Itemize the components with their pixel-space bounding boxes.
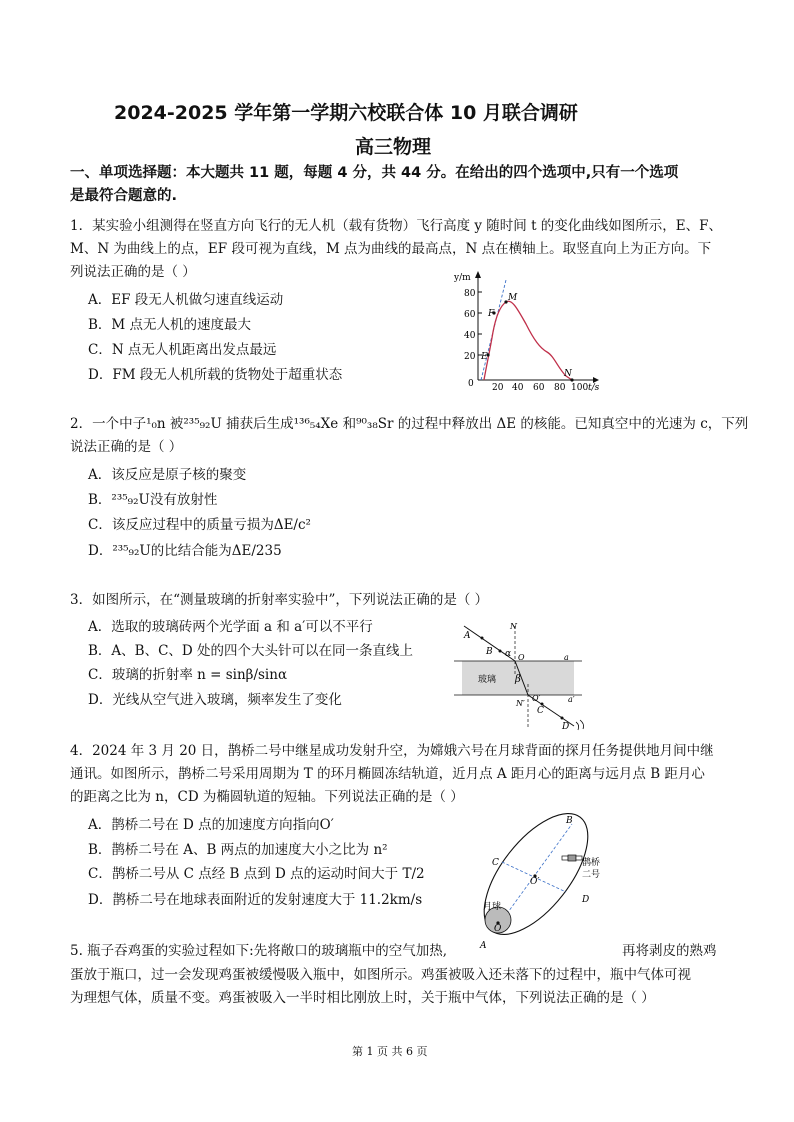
q1-point-n: N [564, 369, 572, 379]
q1-y-axis-label: y/m [454, 273, 471, 283]
q1-option-b: B．M 点无人机的速度最大 [88, 317, 252, 333]
section-heading [70, 162, 730, 208]
q2-stem [70, 413, 749, 459]
q4-label-b: B [566, 816, 573, 826]
q1-option-d: D．FM 段无人机所载的货物处于超重状态 [88, 367, 343, 383]
section-heading-line1: 一、单项选择题：本大题共 11 题，每题 4 分，共 44 分。在给出的四个选项中,只有一个选项 [70, 165, 679, 181]
q1-height-time-graph [448, 268, 603, 392]
q1-point-m: M [508, 293, 518, 303]
q4-option-a: A．鹊桥二号在 D 点的加速度方向指向O′ [88, 817, 334, 833]
q1-point-e: E [481, 352, 488, 362]
q4-stem-line1: 4．2024 年 3 月 20 日，鹊桥二号中继星成功发射升空，为嫦娥六号在月球背面的探月任务提供地月间中继 [70, 743, 714, 759]
q4-satellite-label-line1: 鹊桥 [582, 858, 601, 868]
q1-option-c: C．N 点无人机距离出发点最远 [88, 342, 277, 358]
q4-moon-label: 月球 [483, 902, 502, 912]
q4-label-o: O [494, 924, 502, 934]
q4-option-b: B．鹊桥二号在 A、B 两点的加速度大小之比为 n² [88, 842, 388, 858]
page-footer: 第 1 页 共 6 页 [352, 1045, 428, 1058]
q3-stem: 3．如图所示，在“测量玻璃的折射率实验中”，下列说法正确的是（ ） [70, 592, 489, 608]
q2-option-a: A．该反应是原子核的聚变 [88, 467, 247, 483]
q2-stem-line2: 说法正确的是（ ） [70, 439, 183, 455]
q3-label-alpha: α [505, 649, 512, 659]
q1-x-tick-100: 100 [571, 383, 589, 392]
q4-satellite-label-line2: 二号 [582, 870, 601, 880]
q3-label-b: B [486, 647, 493, 657]
q3-refraction-diagram [450, 618, 600, 734]
q3-option-b: B．A、B、C、D 处的四个大头针可以在同一条直线上 [88, 643, 414, 659]
q4-orbit-diagram [470, 810, 620, 950]
q1-point-f: F [488, 309, 495, 319]
q1-option-a: A．EF 段无人机做匀速直线运动 [88, 292, 284, 308]
q1-stem-line1: 1．某实验小组测得在竖直方向飞行的无人机（载有货物）飞行高度 y 随时间 t 的变化曲线如图所示，E、F、 [70, 218, 723, 234]
q5-stem-line3: 为理想气体，质量不变。鸡蛋被吸入一半时相比刚放上时，关于瓶中气体，下列说法正确的是（ ） [70, 990, 655, 1006]
q3-label-o: O [518, 653, 525, 662]
q5-stem-line1a: 5. 瓶子吞鸡蛋的实验过程如下:先将敞口的玻璃瓶中的空气加热, [70, 943, 448, 959]
exam-title: 2024-2025 学年第一学期六校联合体 10 月联合调研 [114, 102, 578, 124]
q1-x-tick-80: 80 [554, 383, 566, 392]
q3-option-c: C．玻璃的折射率 n = sinβ/sinα [88, 667, 288, 683]
q3-label-beta: β [515, 674, 521, 685]
q3-label-d: D [562, 722, 570, 732]
q4-label-o-prime: O′ [530, 877, 540, 887]
q4-label-a: A [480, 941, 487, 950]
q1-origin-label: 0 [468, 379, 474, 389]
q5-stem-line2: 蛋放于瓶口，过一会发现鸡蛋被缓慢吸入瓶中，如图所示。鸡蛋被吸入还未落下的过程中，瓶中气体可视 [70, 967, 691, 983]
q3-label-a-prime-face: a′ [568, 695, 575, 704]
q2-option-b: B．²³⁵₉₂U没有放射性 [88, 492, 218, 508]
satellite-icon [562, 855, 582, 861]
q4-stem-line2: 通讯。如图所示，鹊桥二号采用周期为 T 的环月椭圆冻结轨道，近月点 A 距月心的距离与远月点 B 距月心 [70, 766, 705, 782]
q3-label-o-prime: O′ [532, 694, 541, 703]
q1-x-tick-40: 40 [512, 383, 524, 392]
q1-y-tick-20: 20 [464, 352, 476, 362]
q4-stem [70, 740, 730, 809]
q1-x-axis-label: t/s [588, 383, 600, 392]
q3-glass-label: 玻璃 [478, 675, 497, 685]
q3-label-c: C [537, 706, 544, 716]
q1-y-tick-80: 80 [464, 289, 476, 299]
q1-y-tick-40: 40 [464, 331, 476, 341]
section-heading-line2: 是最符合题意的. [70, 188, 178, 204]
q4-stem-line3: 的距离之比为 n，CD 为椭圆轨道的短轴。下列说法正确的是（ ） [70, 789, 464, 805]
q1-y-tick-60: 60 [464, 310, 476, 320]
q3-label-n-prime: N′ [516, 699, 525, 708]
q1-x-tick-20: 20 [492, 383, 504, 392]
q1-x-tick-60: 60 [533, 383, 545, 392]
q4-label-c: C [492, 858, 499, 868]
q4-option-d: D．鹊桥二号在地球表面附近的发射速度大于 11.2km/s [88, 892, 423, 908]
q3-option-a: A．选取的玻璃砖两个光学面 a 和 a′可以不平行 [88, 619, 373, 635]
q2-stem-line1: 2．一个中子¹₀n 被²³⁵₉₂U 捕获后生成¹³⁶₅₄Xe 和⁹⁰₃₈Sr 的过程中释放出 ΔE 的核能。已知真空中的光速为 c，下列 [70, 416, 749, 432]
q5-stem-line1b: 再将剥皮的熟鸡 [622, 943, 717, 959]
q4-label-d: D [582, 895, 590, 905]
q4-option-c: C．鹊桥二号从 C 点经 B 点到 D 点的运动时间大于 T/2 [88, 866, 425, 882]
q2-option-d: D．²³⁵₉₂U的比结合能为ΔE/235 [88, 543, 282, 559]
q2-option-c: C．该反应过程中的质量亏损为ΔE/c² [88, 517, 311, 533]
q3-label-a: A [464, 631, 471, 641]
eye-icon [576, 720, 584, 730]
q3-option-d: D．光线从空气进入玻璃，频率发生了变化 [88, 692, 342, 708]
q3-label-n: N [510, 622, 517, 631]
q1-stem-line3: 列说法正确的是（ ） [70, 264, 196, 280]
q1-stem-line2: M、N 为曲线上的点，EF 段可视为直线，M 点为曲线的最高点，N 点在横轴上。取竖直向上为正方向。下 [70, 241, 712, 257]
q3-label-a-face: a [564, 653, 569, 662]
q1-stem [70, 215, 730, 284]
exam-subtitle: 高三物理 [355, 136, 432, 158]
q5-stem [70, 964, 730, 1010]
